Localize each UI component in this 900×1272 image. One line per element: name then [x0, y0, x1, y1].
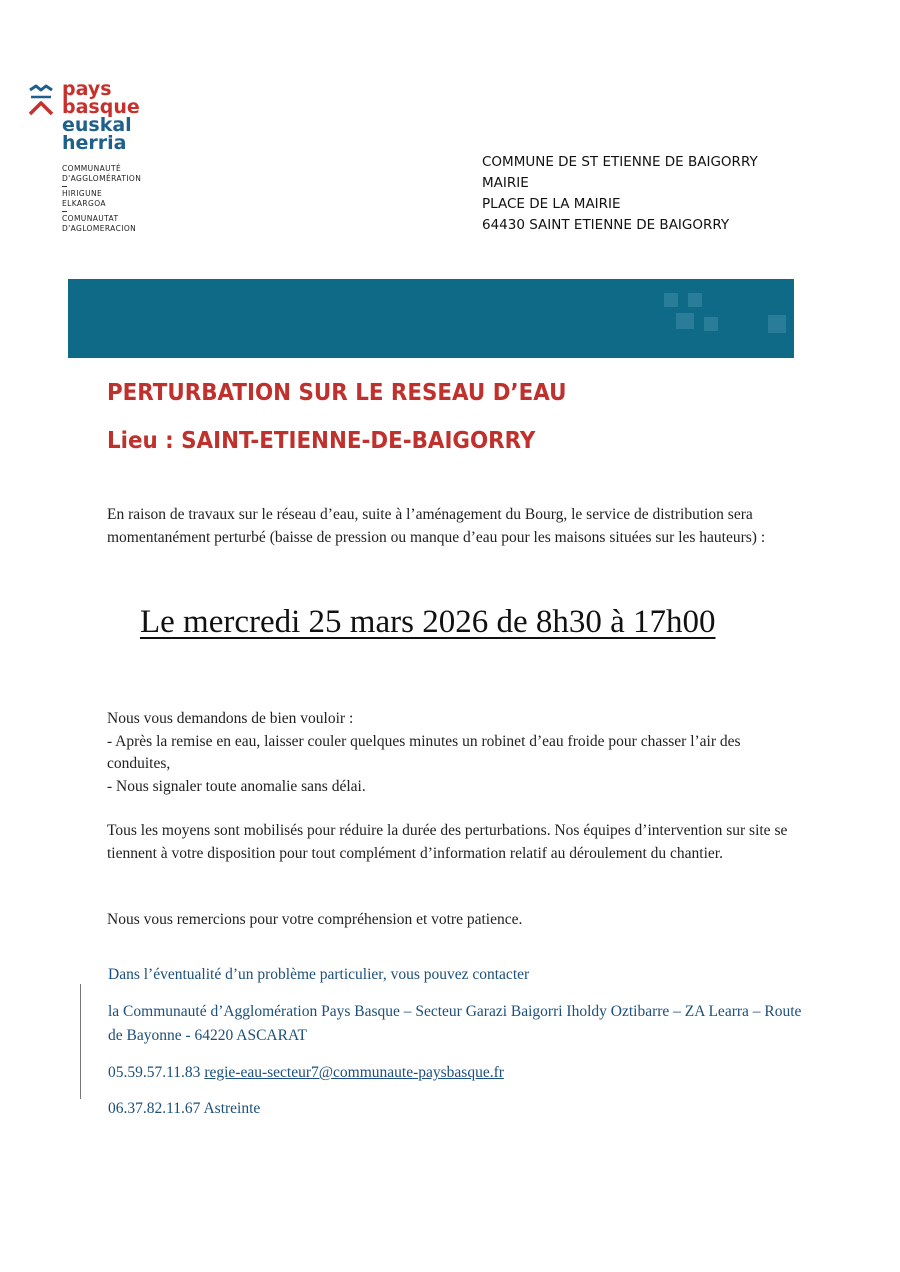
contact-intro: Dans l’éventualité d’un problème particulier, vous pouvez contacter — [108, 966, 530, 983]
banner-pixel — [704, 317, 718, 331]
address-line: 64430 SAINT ETIENNE DE BAIGORRY — [482, 217, 730, 233]
contact-phone: 05.59.57.11.83 — [108, 1064, 201, 1081]
intro-paragraph: En raison de travaux sur le réseau d’eau, suite à l’aménagement du Bourg, le service de distribution sera momentanément perturbé (baisse de pression ou manque d’eau pour les maisons situées sur les hauteurs) : — [107, 506, 766, 546]
logo-sub-line: HIRIGUNE — [62, 189, 103, 198]
requests-lead: Nous vous demandons de bien vouloir : — [107, 710, 354, 727]
recipient-address — [482, 152, 758, 236]
emergency-label: Astreinte — [203, 1100, 261, 1117]
logo-subtitle — [62, 164, 141, 234]
contact-emergency — [108, 1097, 808, 1121]
logo-divider — [62, 186, 67, 187]
location-title: Lieu : SAINT-ETIENNE-DE-BAIGORRY — [107, 428, 536, 454]
redacted-banner — [68, 279, 794, 358]
contact-email-link[interactable]: regie-eau-secteur7@communaute-paysbasque.fr — [204, 1064, 504, 1081]
logo-word-basque: basque — [62, 96, 140, 118]
logo-sub-line: COMUNAUTAT — [62, 214, 119, 223]
request-item: - Après la remise en eau, laisser couler quelques minutes un robinet d’eau froide pour chasser l’air des conduites, — [107, 732, 741, 772]
address-line: PLACE DE LA MAIRIE — [482, 196, 621, 212]
address-line: MAIRIE — [482, 175, 529, 191]
banner-pixel — [688, 293, 702, 307]
banner-pixel — [676, 313, 694, 329]
thanks-paragraph: Nous vous remercions pour votre compréhension et votre patience. — [107, 911, 523, 928]
logo-sub-line: D'AGGLOMÉRATION — [62, 174, 142, 183]
logo-word-euskal: euskal — [62, 114, 132, 136]
logo-mark-icon — [28, 84, 54, 118]
margin-line — [80, 984, 81, 1099]
logo-sub-line: COMMUNAUTÉ — [62, 164, 122, 173]
logo-word-pays: pays — [62, 78, 112, 100]
logo-divider — [62, 211, 67, 212]
logo-sub-line: D'AGLOMERACION — [62, 224, 137, 233]
date-line: Le mercredi 25 mars 2026 de 8h30 à 17h00 — [140, 604, 716, 640]
page-title: PERTURBATION SUR LE RESEAU D’EAU — [107, 380, 567, 406]
banner-pixel — [664, 293, 678, 307]
request-item: - Nous signaler toute anomalie sans délai. — [107, 777, 366, 795]
contact-organization: la Communauté d’Agglomération Pays Basque – Secteur Garazi Baigorri Iholdy Oztibarre – ZA Learra – Route de Bayonne - 64220 ASCARAT — [108, 1003, 802, 1044]
logo-sub-line: ELKARGOA — [62, 199, 106, 208]
logo-word-herria: herria — [62, 132, 127, 154]
emergency-phone: 06.37.82.11.67 — [108, 1100, 201, 1117]
contact-phone-email — [108, 1061, 808, 1085]
banner-pixel — [768, 315, 786, 333]
requests-block — [107, 708, 807, 798]
means-paragraph: Tous les moyens sont mobilisés pour réduire la durée des perturbations. Nos équipes d’intervention sur site se tiennent à votre disposition pour tout complément d’information relatif au déroulement du chantier. — [107, 822, 788, 862]
address-line: COMMUNE DE ST ETIENNE DE BAIGORRY — [482, 154, 758, 170]
